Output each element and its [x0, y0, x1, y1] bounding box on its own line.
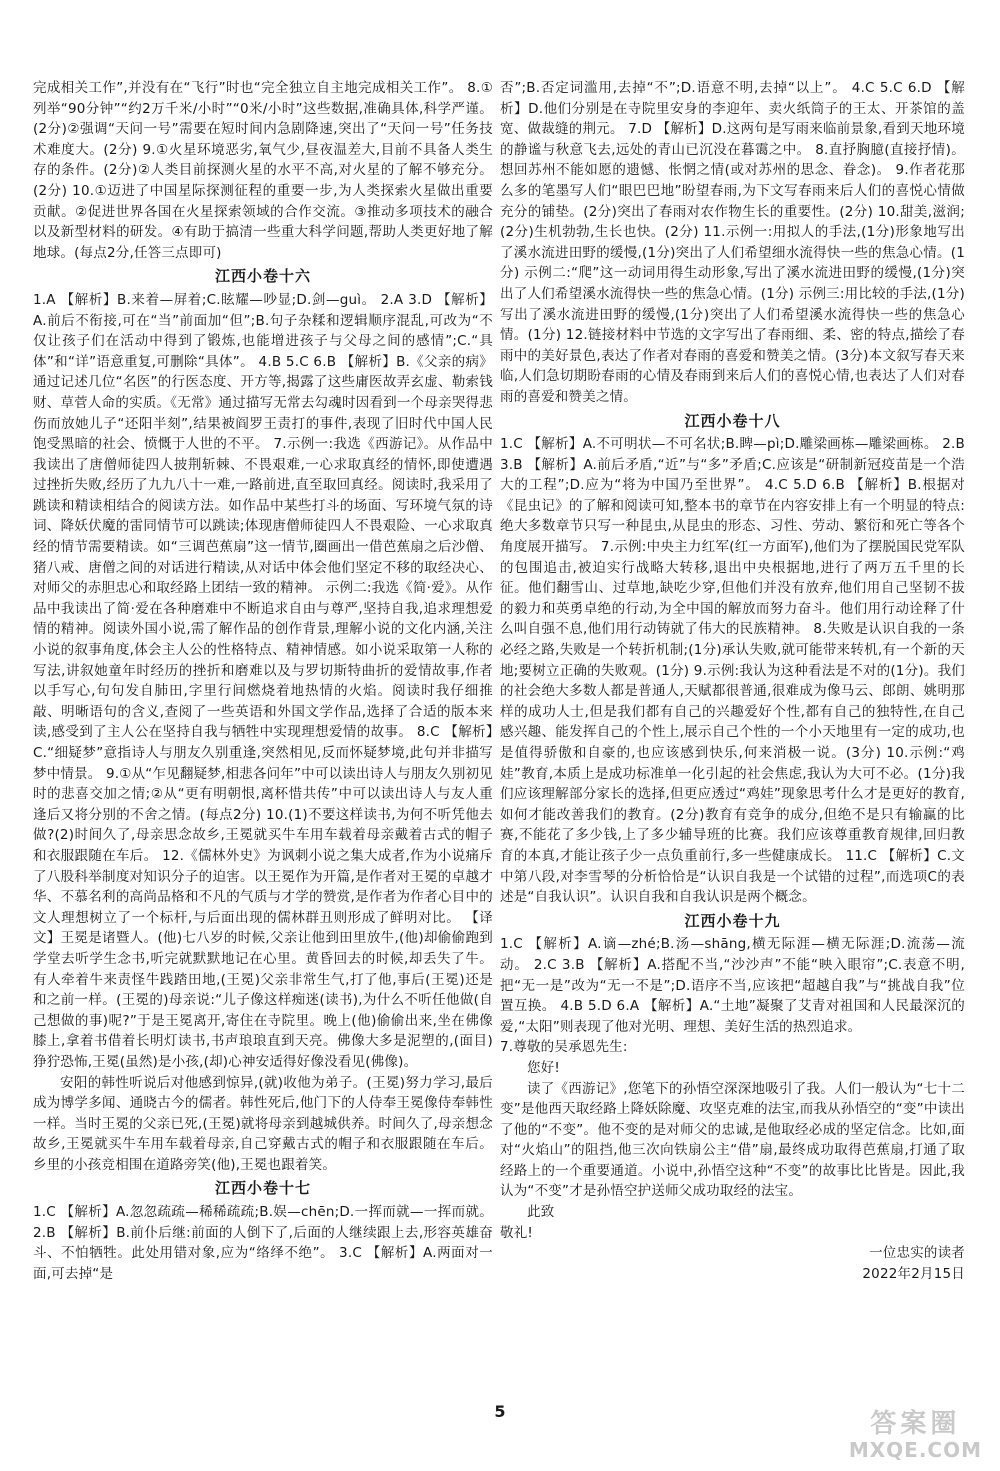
letter-closing: 此致 [527, 1204, 555, 1221]
letter-greeting: 您好! [527, 1059, 561, 1076]
page-number: 5 [494, 1402, 506, 1421]
translation-paragraph: 安阳的韩性听说后对他感到惊异,(就)收他为弟子。(王冕)努力学习,最后成为博学多闻、通晓古今的儒者。韩性死后,他门下的人侍奉王冕像侍奉韩性一样。当时王冕的父亲已死,(王冕)就将母亲到越城供养。时间久了,母亲想念故乡,王冕就买牛车用车载着母亲,自己穿戴古式的帽子和衣服跟随在车后。乡里的小孩竞相围在道路旁笑(他),王冕也跟着笑。 [33, 1074, 493, 1173]
section-title: 江西小卷十九 [684, 911, 781, 930]
answer-block: 否”;B.否定词滥用,去掉“不”;D.语意不明,去掉“以上”。 4.C 5.C 6.D 【解析】D.他们分别是在寺院里安身的李迎年、卖火纸筒子的王太、开茶馆的盖宽、做裁缝的荆元。 7.D 【解析】D.这两句是写雨来临前景象,看到天地环境的静谧与秋意飞去,远处的青山已沉没在暮霭之中。 8.直抒胸臆(直接抒情)。想回苏州不能如愿的遗憾、怅惘之情(或对苏州的思念、眷念)。 9.作者花那么多的笔墨写人们“眼巴巴地”盼望春雨,为下文写春雨来后人们的喜悦心情做充分的铺垫。(2分)突出了春雨对农作物生长的重要性。(2分) 10.甜美,滋润;(2分)生机勃勃,生长也快。(2分) 11.示例一:用拟人的手法,(1分)形象地写出了溪水流进田野的缓慢,(1分)突出了人们希望细水流得快一些的焦急心情。(1分) 示例二:“爬”这一动词用得生动形象,写出了溪水流进田野的缓慢,(1分)突出了人们希望溪水流得快一些的焦急心情。(1分) 示例三:用比较的手法,(1分)写出了溪水流进田野的缓慢,(1分)突出了人们希望溪水流得快一些的焦急心情。(1分) 12.链接材料中节选的文字写出了春雨细、柔、密的特点,描绘了春雨中的美好景色,表达了作者对春雨的喜爱和赞美之情。(3分)本文叙写春天来临,人们急切期盼春雨的心情及春雨到来后人们的喜悦心情,也表达了人们对春雨的喜爱和赞美之情。 [500, 80, 965, 405]
section-title: 江西小卷十八 [684, 411, 781, 430]
watermark-text: 答案圈 [870, 1409, 961, 1440]
watermark-logo [849, 1410, 982, 1461]
answer-block: 1.C 【解析】A.忽忽疏疏—稀稀疏疏;B.娱—chēn;D.一挥而就—一挥而就。 2.B 【解析】B.前仆后继:前面的人倒下了,后面的人继续跟上去,形容英雄奋斗、不怕牺牲。此处用错对象,应为“络绎不绝”。 3.C 【解析】A.两面对一面,可去掉“是 [33, 1204, 493, 1282]
answer-block: 完成相关工作”,并没有在“飞行”时也“完全独立自主地完成相关工作”。 8.①列举“90分钟”“约2万千米/小时”“0米/小时”这些数据,准确具体,科学严谨。(2分)②强调“天问一号”需要在短时间内急剧降速,突出了“天问一号”任务技术难度大。(2分) 9.①火星环境恶劣,氧气少,昼夜温差大,目前不具备人类生存的条件。(2分)②人类目前探测火星的水平不高,对火星的了解不够充分。(2分) 10.①迈进了中国星际探测征程的重要一步,为人类探索火星做出重要贡献。②促进世界各国在火星探索领域的合作交流。③推动多项技术的融合以及新型材料的研发。④有助于搞清一些重大科学问题,帮助人类更好地了解地球。(每点2分,任答三点即可) [33, 80, 493, 261]
answer-block: 1.C 【解析】A.不可明状—不可名状;B.睥—pì;D.雕梁画栋—雕梁画栋。 2.B 3.B 【解析】A.前后矛盾,“近”与“多”矛盾;C.应该是“研制新冠疫苗是一个浩大的工程”;D.应为“将为中国乃至世界”。 4.C 5.D 6.B 【解析】B.根据对《昆虫记》的了解和阅读可知,整本书的章节在内容安排上有一个明显的特点:绝大多数章节只写一种昆虫,从昆虫的形态、习性、劳动、繁衍和死亡等各个角度展开描写。 7.示例:中央主力红军(红一方面军),他们为了摆脱国民党军队的包围追击,被迫实行战略大转移,退出中央根据地,进行了两万五千里的长征。他们翻雪山、过草地,缺吃少穿,但他们并没有放弃,他们用自己坚韧不拔的毅力和英勇卓绝的行动,为全中国的解放而努力奋斗。他们用行动诠释了什么叫自强不息,他们用行动铸就了伟大的民族精神。 8.失败是认识自我的一条必经之路,失败是一个转折机制;(1分)承认失败,就可能带来转机,有一个新的天地;要树立正确的失败观。(1分) 9.示例:我认为这种看法是不对的(1分)。我们的社会绝大多数人都是普通人,天赋都很普通,很难成为像马云、郎朗、姚明那样的成功人士,但是我们都有自己的兴趣爱好个性,都有自己的独特性,在自己感兴趣、能发挥自己的个性上,展示自己个性的一个小天地里有一定的成功,也是值得骄傲和自豪的,也应该感到快乐,何来消极一说。(3分) 10.示例:“鸡娃”教育,本质上是成功标准单一化引起的社会焦虑,我认为大可不必。(1分)我们应该理解部分家长的选择,但更应透过“鸡娃”现象思考什么才是更好的教育,如何才能改善我们的教育。(2分)教育有竞争的成分,但绝不是只有输赢的比赛,不能花了多少钱,上了多少辅导班的比赛。我们应该尊重教育规律,回归教育的本真,才能让孩子少一点负重前行,多一些健康成长。 11.C 【解析】C.文中第八段,对李雪琴的分析恰恰是“认识自我是一个试错的过程”,而选项C的表述是“自我认识”。认识自我和自我认识是两个概念。 [500, 436, 965, 906]
answer-block: 1.C 【解析】A.谪—zhé;B.汤—shāng,横无际涯—横无际涯;D.流荡—流动。 2.C 3.B 【解析】A.搭配不当,“沙沙声”不能“映入眼帘”;C.表意不明,把“无一是”改为“无一不是”;D.语序不当,应该把“超越自我”与“挑战自我”位置互换。 4.B 5.D 6.A 【解析】A.“土地”凝聚了艾青对祖国和人民最深沉的爱,“太阳”则表现了他对光明、理想、美好生活的热烈追求。 [500, 936, 965, 1035]
letter-date: 2022年2月15日 [862, 1265, 965, 1282]
letter-signature: 一位忠实的读者 [869, 1245, 965, 1262]
answer-block: 1.A 【解析】B.来着—屏着;C.眩耀—吵显;D.剑—guì。 2.A 3.D 【解析】A.前后不衔接,可在“当”前面加“但”;B.句子杂糅和逻辑顺序混乱,可改为“不仅让孩子们在活动中得到了锻炼,也能增进孩子与父母之间的感情”;C.“具体”和“详”语意重复,可删除“具体”。 4.B 5.C 6.B 【解析】B.《父亲的病》通过记述几位“名医”的行医态度、开方等,揭露了这些庸医故弄玄虚、勒索钱财、草菅人命的实质。《无常》通过描写无常去勾魂时因看到一个母亲哭得悲伤而放她儿子“还阳半刻”,结果被阎罗王责打的事件,表现了旧时代中国人民饱受黑暗的社会、愤慨于人世的不平。 7.示例一:我选《西游记》。从作品中我读出了唐僧师徒四人披荆斩棘、不畏艰难,一心求取真经的情怀,即使遭遇过挫折失败,经历了九九八十一难,一路前进,直至取回真经。阅读时,我采用了跳读和精读相结合的阅读方法。如作品中某些打斗的场面、写环境气氛的诗词、降妖伏魔的雷同情节可以跳读;体现唐僧师徒四人不畏艰险、一心求取真经的情节需要精读。如“三调芭蕉扇”这一情节,圈画出一借芭蕉扇之后沙僧、猪八戒、唐僧之间的对话进行精读,从对话中体会他们坚定不移的取经决心、对师父的赤胆忠心和取经路上团结一致的精神。 示例二:我选《简·爱》。从作品中我读出了简·爱在各种磨难中不断追求自由与尊严,坚持自我,追求理想爱情的精神。阅读外国小说,需了解作品的创作背景,理解小说的文化内涵,关注小说的叙事角度,体会主人公的性格特点、精神情感。如小说采取第一人称的写法,讲叙她童年时经历的挫折和磨难以及与罗切斯特曲折的爱情故事,作者以手写心,句句发自肺田,字里行间燃烧着地热情的火焰。阅读时我仔细推敲、明晰语句的含义,查阅了一些英语和外国文学作品,选择了合适的版本来读,感受到了主人公在坚持自我与牺牲中实现理想爱情的故事。 8.C 【解析】C.“细疑梦”意指诗人与朋友久别重逢,突然相见,反而怀疑梦境,此句并非描写梦中情景。 9.①从“乍见翻疑梦,相悲各问年”中可以读出诗人与朋友久别初见时的悲喜交加之情;②从“更有明朝恨,离杯惜共传”中可以读出诗人与友人重逢后又将分别的不舍之情。(每点2分) 10.(1)不要这样读书,为何不听凭他去做?(2)时间久了,母亲思念故乡,王冕就买牛车用车载着母亲戴着古式的帽子和衣服跟随在车后。 12.《儒林外史》为讽刺小说之集大成者,作为小说痛斥了八股科举制度对知识分子的迫害。以王冕作为开篇,是作者对王冕的卓越才华、不慕名利的高尚品格和不凡的气质与才学的赞赏,是作者为作者心目中的文人理想树立了一个标杆,与后面出现的儒林群丑则形成了鲜明对比。 【译文】王冕是诸暨人。(他)七八岁的时候,父亲让他到田里放牛,(他)却偷偷跑到学堂去听学生念书,听完就默默地记在心里。黄昏回去的时候,却丢失了牛。有人牵着牛来责怪牛践踏田地,(王冕)父亲非常生气,打了他,事后(王冕)还是和之前一样。(王冕的)母亲说:“儿子像这样痴迷(读书),为什么不听任他做(自己想做的事)呢?”于是王冕离开,寄住在寺院里。晚上(他)偷偷出来,坐在佛像膝上,拿着书借着长明灯读书,书声琅琅直到天亮。佛像大多是泥塑的,(面目)狰狞恐怖,王冕(虽然)是小孩,(却)心神安适得好像没看见(佛像)。 [33, 291, 493, 1070]
letter-salute: 敬礼! [500, 1224, 534, 1241]
letter-heading: 7.尊敬的吴承恩先生: [500, 1039, 628, 1056]
letter-body: 读了《西游记》,您笔下的孙悟空深深地吸引了我。人们一般认为“七十二变”是他西天取经路上降妖除魔、攻坚克难的法宝,而我从孙悟空的“变”中读出了他的“不变”。他不变的是对师父的忠诚,是他取经必成的坚定信念。比如,面对“火焰山”的阻挡,他三次向铁扇公主“借”扇,最终成功取得芭蕉扇,打通了取经路上的一个重要通道。小说中,孙悟空这种“不变”的故事比比皆是。因此,我认为“不变”才是孙悟空护送师父成功取经的法宝。 [500, 1080, 965, 1200]
watermark-url: MXQE.COM [848, 1438, 982, 1462]
section-title: 江西小卷十六 [214, 267, 311, 286]
left-column [33, 78, 493, 1284]
right-column [500, 78, 965, 1284]
section-title: 江西小卷十七 [214, 1179, 311, 1198]
